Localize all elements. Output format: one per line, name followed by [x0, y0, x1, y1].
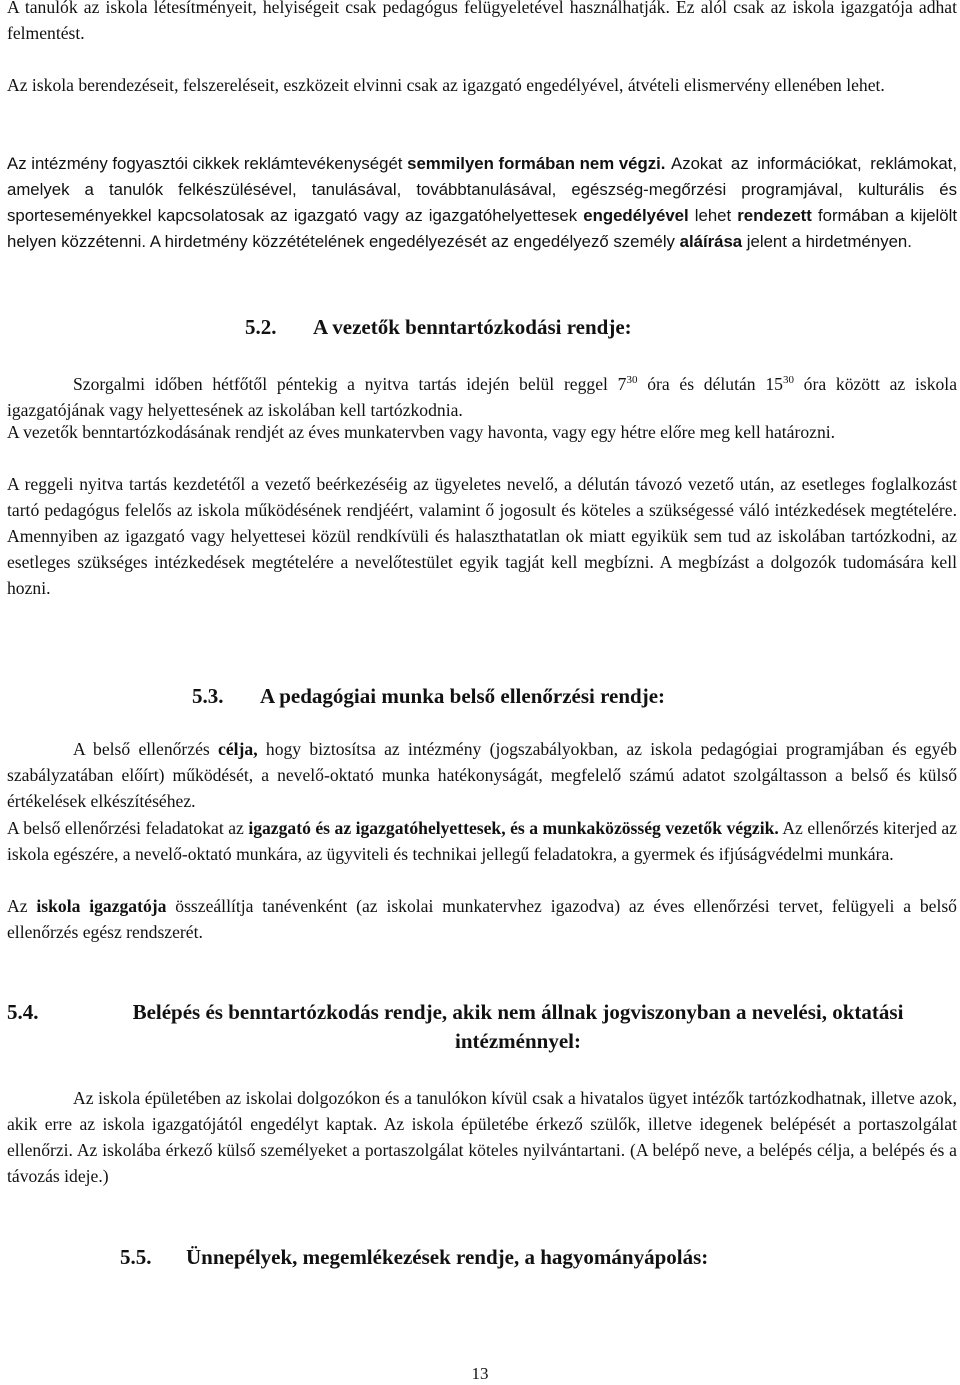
paragraph-internal-audit-plan: Az iskola igazgatója összeállítja tanévenként (az iskolai munkatervhez igazodva) az éves ellenőrzési tervet, felügyeli a belső ellenőrzés egész rendszerét. — [7, 896, 957, 942]
section-5-5-heading: 5.5. Ünnepélyek, megemlékezések rendje, a hagyományápolás: — [120, 1245, 709, 1269]
paragraph-internal-audit-goal: A belső ellenőrzés célja, hogy biztosítsa az intézmény (jogszabályokban, az iskola pedagógiai programjában és egyéb szabályzatában előírt) működését, a nevelő-oktató munka hatékonyságát, megfelelő számú adatot szolgáltasson a belső és külső értékelések elkészítéséhez. — [7, 739, 957, 811]
paragraph-leader-schedule: A vezetők benntartózkodásának rendjét az éves munkatervben vagy havonta, vagy egy hétre előre meg kell határozni. — [7, 422, 836, 442]
paragraph-leader-presence: Szorgalmi időben hétfőtől péntekig a nyitva tartás idején belül reggel $7^{30}$ óra és délután $15^{30}$ óra között az iskola igazgatójának vagy helyettesének az iskolában kell tartózkodnia. — [7, 373, 958, 420]
paragraph-internal-audit-tasks: A belső ellenőrzési feladatokat az igazgató és az igazgatóhelyettesek, és a munkaközösség vezetők végzik. Az ellenőrzés kiterjed az iskola egészére, a nevelő-oktató munkára, az ügyviteli és technikai jellegű feladatokra, a gyermek és ifjúságvédelmi munkára. — [7, 818, 957, 864]
paragraph-equipment-removal: Az iskola berendezéseit, felszereléseit, eszközeit elvinni csak az igazgató engedélyével, átvételi elismervény ellenében lehet. — [7, 75, 885, 95]
section-5-4-heading: 5.4. Belépés és benntartózkodás rendje, akik nem állnak jogviszonyban a nevelési, oktatási intézménnyel: — [7, 1000, 904, 1053]
paragraph-duty-responsibility: A reggeli nyitva tartás kezdetétől a vezető beérkezéséig az ügyeletes nevelő, a délután távozó vezető után, az esetleges foglalkozást tartó pedagógus felelős az iskola működésének rendjéért, valamint ő jogosult és köteles a szükségessé váló intézkedések megtételére. Amennyiben az igazgató vagy helyettesei közül rendkívüli és halaszthatatlan ok miatt egyikük sem tud az iskolában tartózkodni, az esetleges szükséges intézkedések megtételére a nevelőtestület egyik tagját kell megbízni. A megbízást a dolgozók tudomására kell hozni. — [7, 474, 957, 598]
paragraph-advertising: Az intézmény fogyasztói cikkek reklámtevékenységét semmilyen formában nem végzi. — [7, 154, 666, 173]
paragraph-information: Azokat az információkat, reklámokat, amelyek a tanulók felkészülésével, tanulásával, továbbtanulásával, egészség-megőrzési programjával, kulturális és sporteseményekkel kapcsolatosak az igazgató vagy az igazgatóhelyettesek engedélyével lehet rendezett formában a kijelölt helyen közzétenni. A hirdetmény közzétételének engedélyezését az engedélyező személy aláírása jelent a hirdetményen. — [7, 154, 957, 251]
page-number: 13 — [471, 1364, 489, 1383]
paragraph-facility-use: A tanulók az iskola létesítményeit, helyiségeit csak pedagógus felügyeletével használhatják. Ez alól csak az iskola igazgatója adhat felmentést. — [7, 0, 957, 43]
paragraph-entry-rules: Az iskola épületében az iskolai dolgozókon és a tanulókon kívül csak a hivatalos ügyet intézők tartózkodhatnak, illetve azok, akik erre az iskola igazgatójától engedélyt kaptak. Az iskola épületébe érkező szülők, illetve idegenek belépését a portaszolgálat ellenőrzi. Az iskolába érkező külső személyeket a portaszolgálat köteles nyilvántartani. (A belépő neve, a belépés célja, a belépés és a távozás ideje.) — [7, 1088, 957, 1186]
section-5-3-heading: 5.3. A pedagógiai munka belső ellenőrzési rendje: — [192, 684, 666, 708]
section-5-2-heading: 5.2. A vezetők benntartózkodási rendje: — [245, 315, 632, 339]
